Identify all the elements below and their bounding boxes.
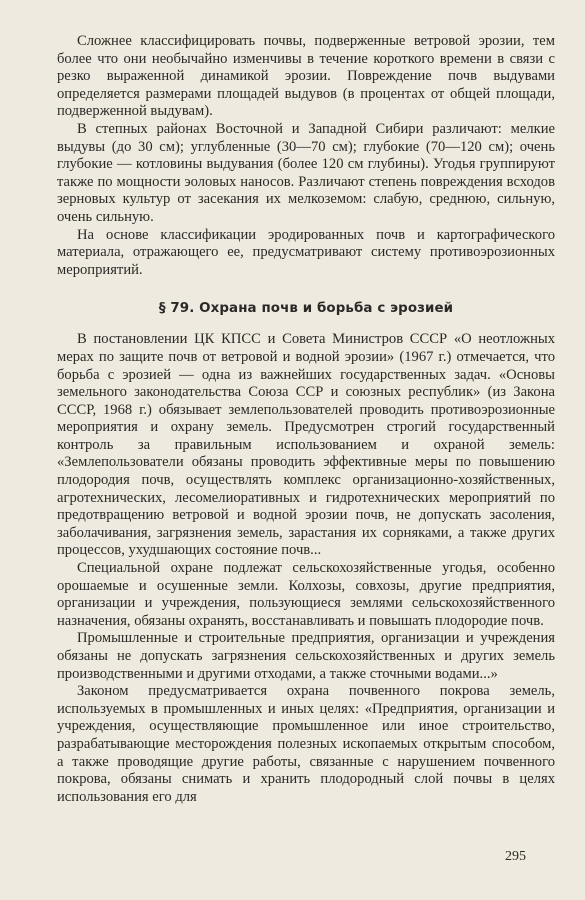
section-heading: § 79. Охрана почв и борьба с эрозией: [158, 301, 454, 317]
paragraph-siberia-blowouts: В степных районах Восточной и Западной Сибири различают: мелкие выдувы (до 30 см); углубленные (30—70 см); глубокие (70—120 см); очень глубокие — котловины выдувания (более 120 см глубины). Угодья группируют также по мощности эоловых наносов. Различают степень повреждения всходов зерновых культур от засекания их мелкоземом: слабую, среднюю, сильную, очень сильную.: [57, 120, 555, 225]
page-number: 295: [505, 849, 526, 864]
paragraph-industrial-enterprises: Промышленные и строительные предприятия, организации и учреждения обязаны не допускать загрязнения сельскохозяйственных и других земель производственными и другими отходами, а также сточными водами...»: [57, 630, 555, 682]
paragraph-soil-cover-law: Законом предусматривается охрана почвенного покрова земель, используемых в промышленных и иных целях: «Предприятия, организации и учреждения, осуществляющие промышленное или иное строительство, разрабатывающие месторождения полезных ископаемых открытым способом, а также проводящие другие работы, связанные с нарушением почвенного покрова, обязаны снимать и хранить плодородный слой почвы в целях использования его для: [57, 683, 555, 805]
paragraph-wind-erosion-classification: Сложнее классифицировать почвы, подверженные ветровой эрозии, тем более что они необычайно изменчивы в течение короткого времени в связи с резко выраженной динамикой эрозии. Повреждение почв выдувами определяется размерами площадей выдувов (в процентах от общей площади, подверженной выдувам).: [57, 33, 555, 120]
paragraph-decree: В постановлении ЦК КПСС и Совета Министров СССР «О неотложных мерах по защите почв от ветровой и водной эрозии» (1967 г.) отмечается, что борьба с эрозией — одна из важнейших государственных задач. «Основы земельного законодательства Союза ССР и союзных республик» (из Закона СССР, 1968 г.) обязывает землепользователей проводить противоэрозионные мероприятия и охрану земель. Предусмотрен строгий государственный контроль за правильным использованием и охраной земель: «Землепользователи обязаны проводить эффективные меры по повышению плодородия почв, осуществлять комплекс организационно-хозяйственных, агротехнических, лесомелиоративных и гидротехнических мероприятий по предотвращению ветровой и водной эрозии почв, не допускать засоления, заболачивания, загрязнения земель, зарастания их сорняками, а также других процессов, ухудшающих состояние почв...: [57, 331, 555, 559]
paragraph-anti-erosion-measures: На основе классификации эродированных почв и картографического материала, отражающего ее, предусматривают систему противоэрозионных мероприятий.: [57, 226, 555, 278]
paragraph-special-protection: Специальной охране подлежат сельскохозяйственные угодья, особенно орошаемые и осушенные земли. Колхозы, совхозы, другие предприятия, организации и учреждения, пользующиеся землями сельскохозяйственного назначения, обязаны охранять, восстанавливать и повышать плодородие почв.: [57, 560, 555, 629]
text-column: [57, 33, 555, 806]
